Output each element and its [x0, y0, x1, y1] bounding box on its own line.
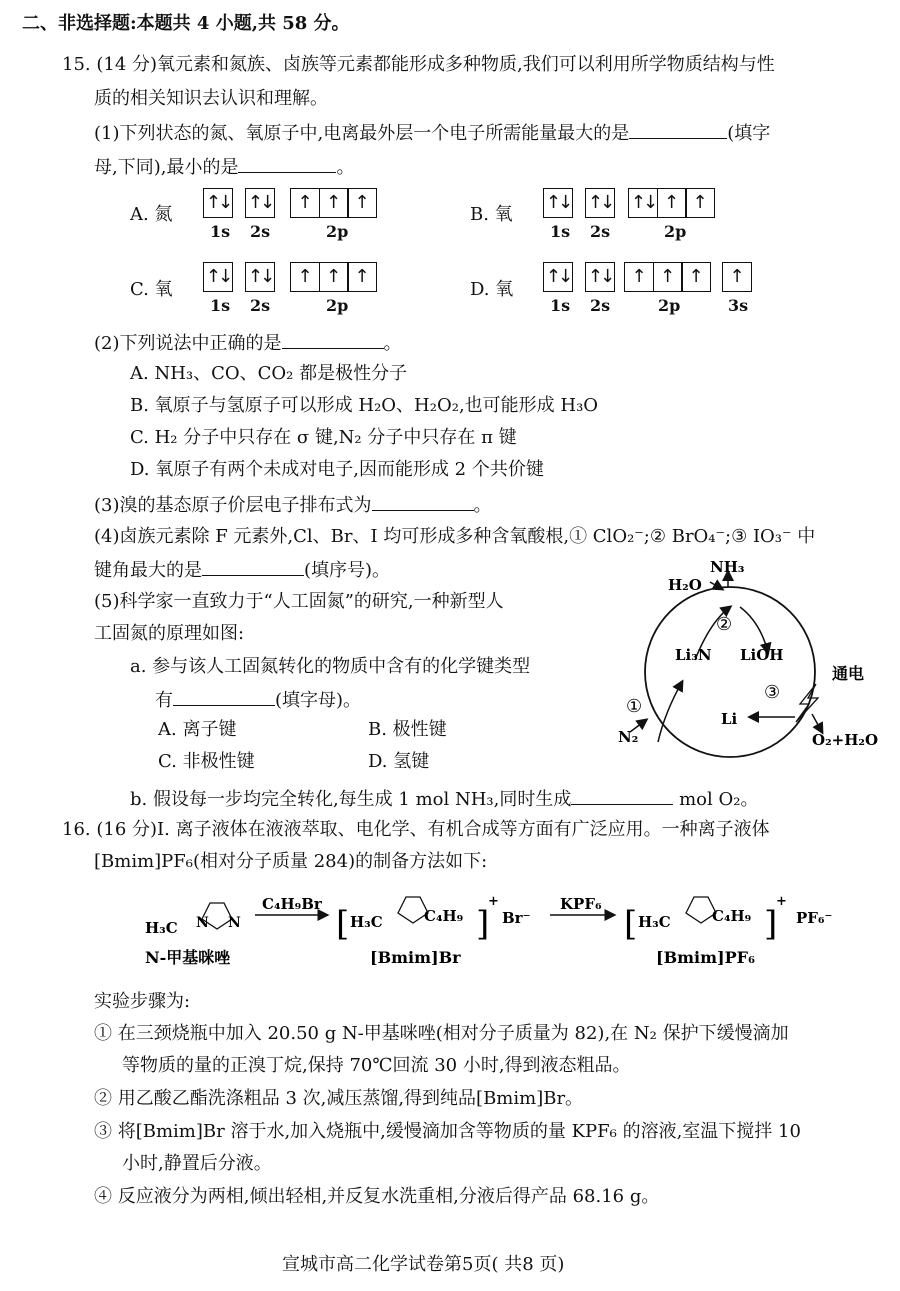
option-a-label: A. 氮 [130, 204, 173, 225]
section-title: 二、非选择题:本题共 4 小题,共 58 分。 [22, 13, 350, 34]
option-d-1s: ↑↓ [543, 262, 572, 292]
option-b-label: B. 氧 [470, 204, 513, 225]
q16-line1: 16. (16 分)Ⅰ. 离子液体在液液萃取、电化学、有机合成等方面有广泛应用。一种离子液体 [62, 819, 770, 840]
option-a-2p: ↑ ↑ ↑ [290, 188, 376, 218]
step1-line1: ① 在三颈烧瓶中加入 20.50 g N-甲基咪唑(相对分子质量为 82),在 N₂ 保护下缓慢滴加 [94, 1023, 789, 1044]
option-d-3s: ↑ [722, 262, 751, 292]
h3c-label: H₃C [350, 913, 383, 931]
bromide-label: Br⁻ [502, 909, 531, 927]
bracket-left: [ [336, 904, 350, 944]
step2: ② 用乙酸乙酯洗涤粗品 3 次,减压蒸馏,得到纯品[Bmim]Br。 [94, 1088, 584, 1109]
nitrogen-fixation-diagram [600, 552, 895, 767]
step3-line1: ③ 将[Bmim]Br 溶于水,加入烧瓶中,缓慢滴加含等物质的量 KPF₆ 的溶液,室温下搅拌 10 [94, 1121, 801, 1142]
p5-option-b: B. 极性键 [368, 719, 447, 740]
reaction-scheme [140, 875, 880, 975]
q15-part2: (2)下列说法中正确的是 。 [94, 330, 402, 356]
option-b-2p: ↑↓ ↑ ↑ [628, 188, 714, 218]
page-footer: 宣城市高二化学试卷第5页( 共8 页) [282, 1254, 565, 1275]
h3c-label: H₃C [145, 919, 178, 937]
plus-charge: + [488, 894, 499, 909]
step3-line2: 小时,静置后分液。 [122, 1153, 272, 1174]
option-c-label: C. 氧 [130, 279, 173, 300]
option-c-2s: ↑↓ [245, 262, 274, 292]
q15-part5-a-line1: a. 参与该人工固氮转化的物质中含有的化学键类型 [130, 656, 531, 677]
step-3-marker: ③ [764, 682, 781, 703]
q15-part2-d: D. 氧原子有两个未成对电子,因而能形成 2 个共价键 [130, 459, 544, 480]
pf6-label: PF₆⁻ [796, 909, 833, 927]
c4h9-label: C₄H₉ [424, 907, 464, 925]
bracket-left: [ [624, 904, 638, 944]
plus-charge: + [776, 894, 787, 909]
lightning-icon [796, 684, 818, 722]
option-c-2p: ↑ ↑ ↑ [290, 262, 376, 292]
label-2p: 2p [664, 222, 687, 241]
option-b-2s: ↑↓ [585, 188, 614, 218]
answer-blank[interactable] [372, 492, 474, 511]
label-1s: 1s [550, 296, 571, 315]
option-a-2s: ↑↓ [245, 188, 274, 218]
answer-blank[interactable] [202, 557, 304, 576]
p5-option-a: A. 离子键 [158, 719, 237, 740]
answer-blank[interactable] [571, 786, 673, 805]
label-2p: 2p [658, 296, 681, 315]
h3c-label: H₃C [638, 913, 671, 931]
q16-line2: [Bmim]PF₆(相对分子质量 284)的制备方法如下: [94, 851, 488, 872]
label-1s: 1s [210, 296, 231, 315]
label-2s: 2s [250, 296, 271, 315]
label-power: 通电 [832, 664, 865, 683]
q15-part5-b: b. 假设每一步均完全转化,每生成 1 mol NH₃,同时生成 mol O₂。 [130, 786, 758, 812]
q15-part2-c: C. H₂ 分子中只存在 σ 键,N₂ 分子中只存在 π 键 [130, 427, 517, 448]
name-n-methylimidazole: N-甲基咪唑 [145, 948, 231, 967]
label-2s: 2s [250, 222, 271, 241]
label-2p: 2p [326, 296, 349, 315]
q15-part1-line1: (1)下列状态的氮、氧原子中,电离最外层一个电子所需能量最大的是 (填字 [94, 120, 770, 146]
answer-blank[interactable] [282, 330, 384, 349]
q15-line1: 15. (14 分)氧元素和氮族、卤族等元素都能形成多种物质,我们可以利用所学物质结构与性 [62, 54, 775, 75]
cycle-circle [645, 587, 815, 757]
q15-part4-line2: 键角最大的是 (填序号)。 [94, 557, 390, 583]
name-bmim-br: [Bmim]Br [370, 948, 461, 967]
label-li: Li [721, 710, 738, 728]
label-1s: 1s [550, 222, 571, 241]
answer-blank[interactable] [173, 687, 275, 706]
option-b-1s: ↑↓ [543, 188, 572, 218]
q15-part2-a: A. NH₃、CO、CO₂ 都是极性分子 [130, 363, 408, 384]
label-2s: 2s [590, 222, 611, 241]
label-lioh: LiOH [740, 646, 784, 664]
label-1s: 1s [210, 222, 231, 241]
q15-part2-b: B. 氧原子与氢原子可以形成 H₂O、H₂O₂,也可能形成 H₃O [130, 395, 599, 416]
p5-option-c: C. 非极性键 [158, 751, 255, 772]
label-nh3: NH₃ [710, 558, 745, 576]
n-atom: N [196, 915, 209, 931]
c4h9-label: C₄H₉ [712, 907, 752, 925]
step1-line2: 等物质的量的正溴丁烷,保持 70℃回流 30 小时,得到液态粗品。 [122, 1055, 631, 1076]
label-o2-h2o: O₂+H₂O [812, 731, 879, 749]
option-c-1s: ↑↓ [203, 262, 232, 292]
p5-option-d: D. 氢键 [368, 751, 430, 772]
label-2s: 2s [590, 296, 611, 315]
step-2-marker: ② [716, 614, 733, 635]
q15-part3: (3)溴的基态原子价层电子排布式为 。 [94, 492, 492, 518]
label-n2: N₂ [618, 728, 639, 746]
q15-line2: 质的相关知识去认识和理解。 [94, 88, 328, 109]
option-d-label: D. 氧 [470, 279, 514, 300]
n-atom: N [228, 915, 241, 931]
q15-part4-line1: (4)卤族元素除 F 元素外,Cl、Br、I 均可形成多种含氧酸根,① ClO₂⁻;② BrO₄⁻;③ IO₃⁻ 中 [94, 526, 816, 547]
answer-blank[interactable] [238, 154, 336, 173]
name-bmim-pf6: [Bmim]PF₆ [656, 948, 755, 967]
label-3s: 3s [728, 296, 749, 315]
bracket-right: ] [764, 904, 778, 944]
reagent-c4h9br: C₄H₉Br [262, 895, 322, 913]
q15-part5-line2: 工固氮的原理如图: [94, 623, 245, 644]
reagent-kpf6: KPF₆ [560, 895, 602, 913]
q15-part5-line1: (5)科学家一直致力于“人工固氮”的研究,一种新型人 [94, 591, 504, 612]
label-h2o: H₂O [668, 576, 702, 594]
label-2p: 2p [326, 222, 349, 241]
option-a-1s: ↑↓ [203, 188, 232, 218]
step4: ④ 反应液分为两相,倾出轻相,并反复水洗重相,分液后得产品 68.16 g。 [94, 1186, 660, 1207]
option-d-2p: ↑ ↑ ↑ [624, 262, 710, 292]
steps-title: 实验步骤为: [94, 991, 191, 1012]
step-1-marker: ① [626, 696, 643, 717]
q15-part5-a-line2: 有 (填字母)。 [155, 687, 361, 713]
q15-part1-line2: 母,下同),最小的是 。 [94, 154, 354, 180]
bracket-right: ] [476, 904, 490, 944]
option-d-2s: ↑↓ [585, 262, 614, 292]
answer-blank[interactable] [629, 120, 727, 139]
label-li3n: Li₃N [675, 646, 712, 664]
